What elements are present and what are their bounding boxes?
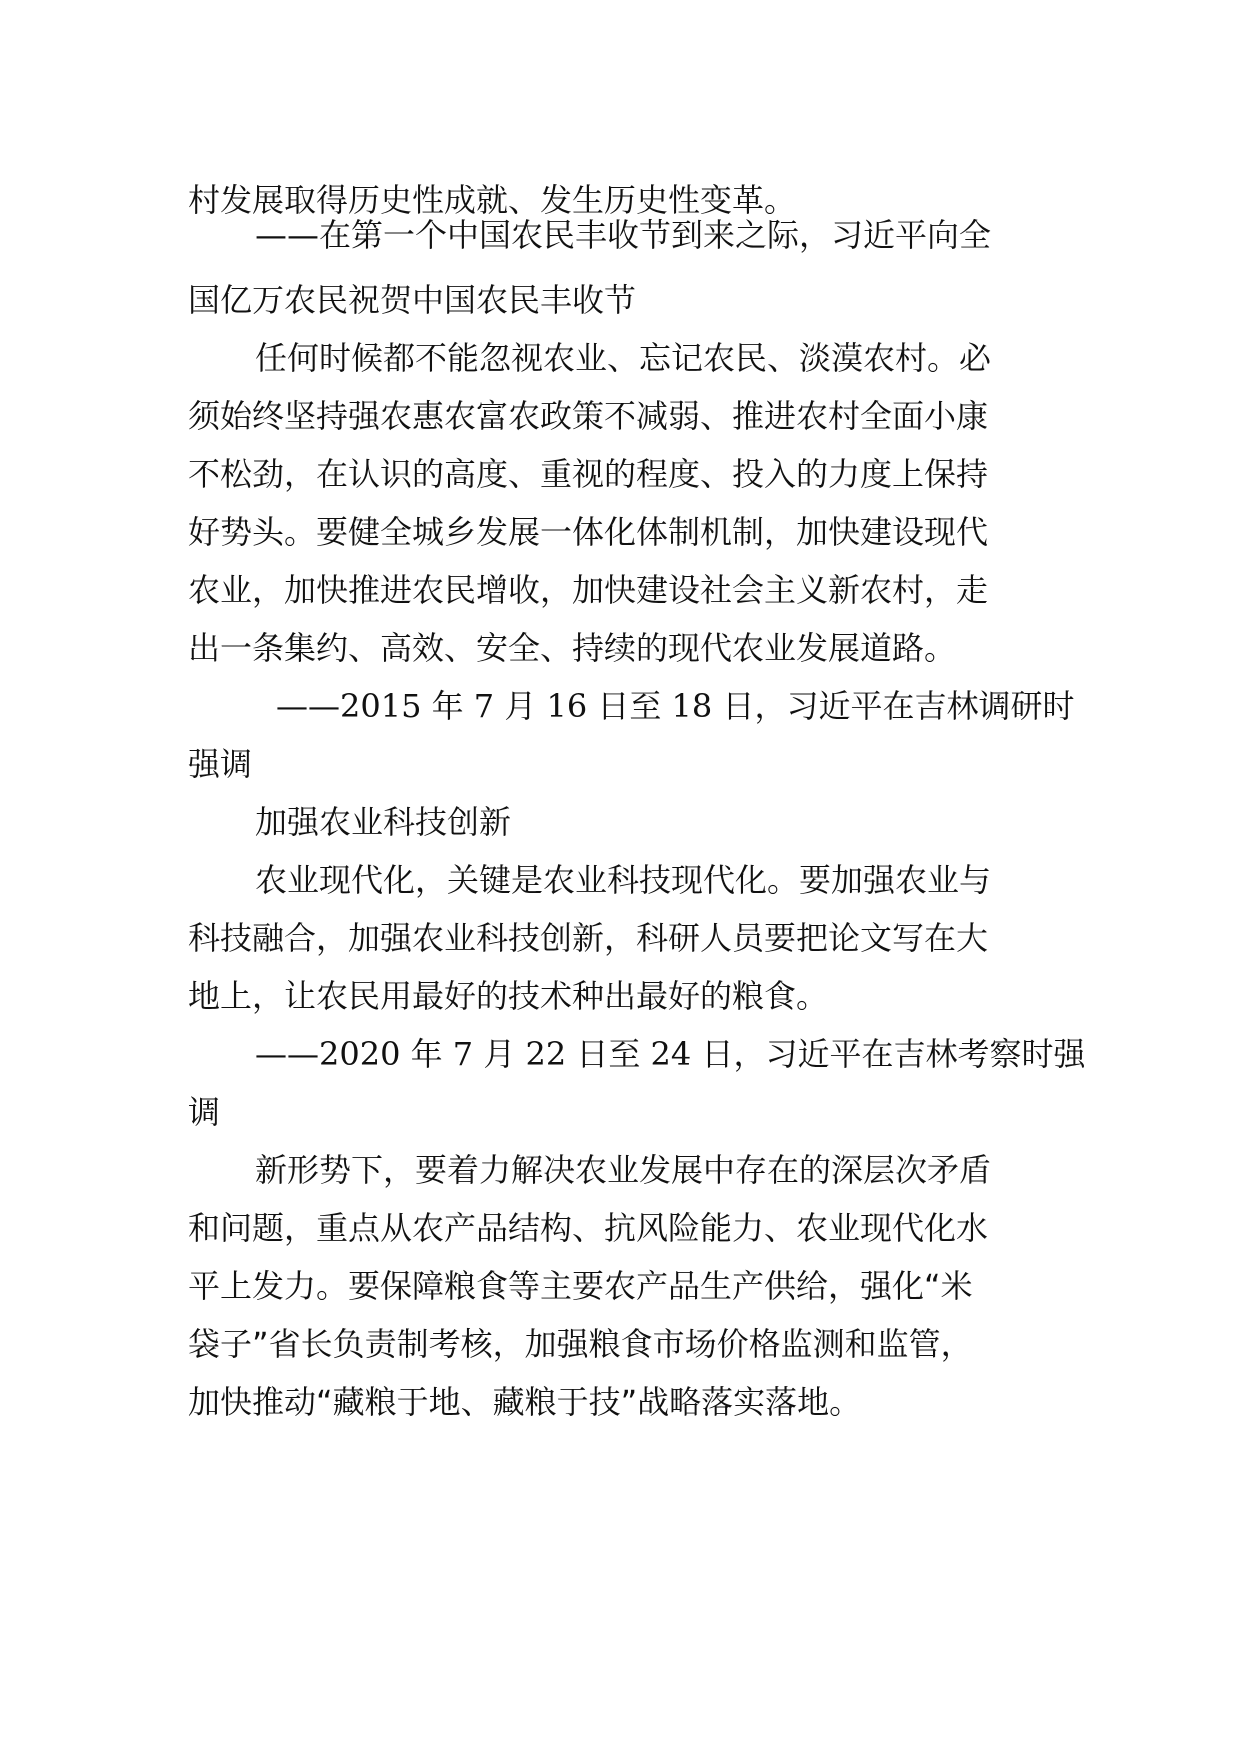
body-line: 新形势下，要着力解决农业发展中存在的深层次矛盾	[255, 1151, 992, 1189]
attribution-line: 国亿万农民祝贺中国农民丰收节	[188, 281, 637, 319]
body-line: 村发展取得历史性成就、发生历史性变革。	[188, 181, 797, 219]
attribution-line: 调	[188, 1093, 221, 1131]
body-line: 地上，让农民用最好的技术种出最好的粮食。	[188, 977, 829, 1015]
body-line: 科技融合，加强农业科技创新，科研人员要把论文写在大	[188, 919, 989, 957]
body-line: 袋子”省长负责制考核，加强粮食市场价格监测和监管，	[188, 1325, 973, 1363]
body-line: 任何时候都不能忽视农业、忘记农民、淡漠农村。必	[255, 339, 992, 377]
attribution-line: ——在第一个中国农民丰收节到来之际，习近平向全	[255, 216, 992, 254]
body-line: 平上发力。要保障粮食等主要农产品生产供给，强化“米	[188, 1267, 973, 1305]
section-heading: 加强农业科技创新	[255, 803, 512, 841]
body-line: 不松劲，在认识的高度、重视的程度、投入的力度上保持	[188, 455, 989, 493]
body-line: 加快推动“藏粮于地、藏粮于技”战略落实落地。	[188, 1383, 862, 1421]
attribution-line: 强调	[188, 745, 253, 783]
body-line: 农业，加快推进农民增收，加快建设社会主义新农村，走	[188, 571, 989, 609]
body-line: 和问题，重点从农产品结构、抗风险能力、农业现代化水	[188, 1209, 989, 1247]
body-line: 须始终坚持强农惠农富农政策不减弱、推进农村全面小康	[188, 397, 989, 435]
body-line: 好势头。要健全城乡发展一体化体制机制，加快建设现代	[188, 513, 989, 551]
attribution-line: ——2020 年 7 月 22 日至 24 日，习近平在吉林考察时强	[255, 1035, 1086, 1073]
body-line: 出一条集约、高效、安全、持续的现代农业发展道路。	[188, 629, 957, 667]
attribution-line: ——2015 年 7 月 16 日至 18 日，习近平在吉林调研时	[276, 687, 1075, 725]
body-line: 农业现代化，关键是农业科技现代化。要加强农业与	[255, 861, 992, 899]
